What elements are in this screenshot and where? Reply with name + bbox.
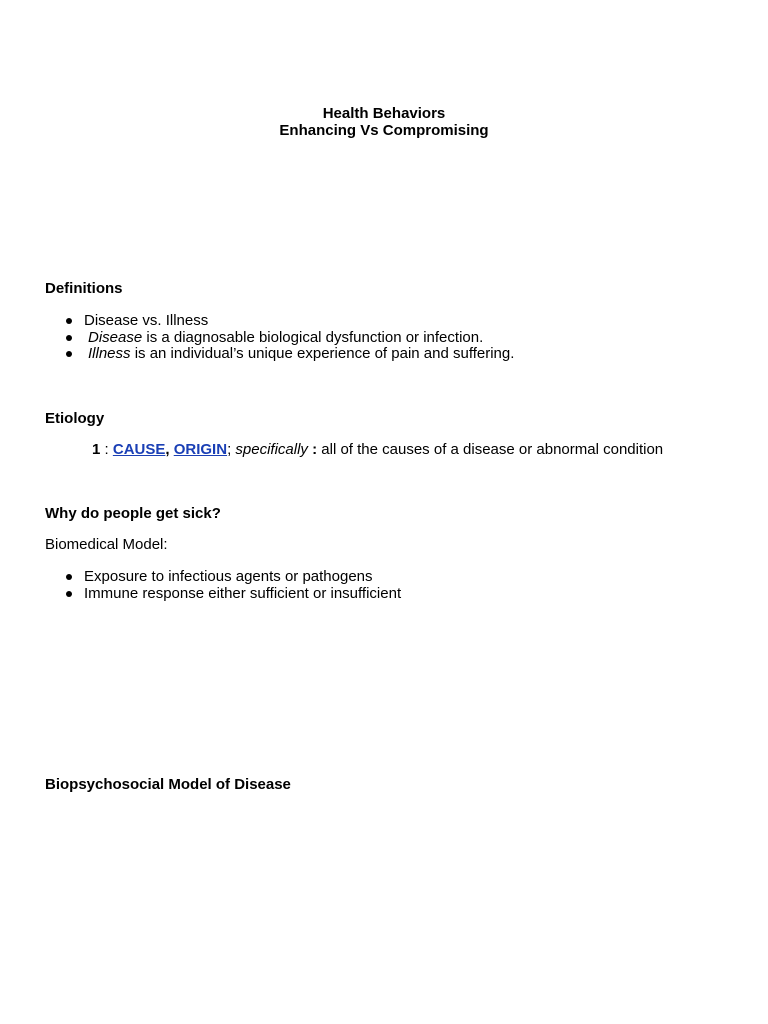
list-item xyxy=(0,569,401,586)
separator: ; xyxy=(227,441,236,458)
bullet-icon xyxy=(66,574,72,580)
list-item xyxy=(0,346,514,363)
sense-number: 1 xyxy=(92,441,101,458)
bullet-icon xyxy=(66,591,72,597)
biopsychosocial-heading: Biopsychosocial Model of Disease xyxy=(45,776,291,793)
list-item-text: Immune response either sufficient or insufficient xyxy=(84,584,402,602)
definition-term: Disease xyxy=(88,328,143,346)
definition-text: all of the causes of a disease or abnormal condition xyxy=(321,441,664,458)
list-item xyxy=(0,330,514,347)
definitions-heading: Definitions xyxy=(45,280,123,297)
definition-text: is a diagnosable biological dysfunction or infection. xyxy=(142,328,484,346)
biomedical-model-label: Biomedical Model: xyxy=(45,536,168,553)
bullet-icon xyxy=(66,318,72,324)
separator: : xyxy=(100,441,113,458)
etiology-definition xyxy=(92,441,663,458)
list-item xyxy=(0,313,514,330)
etiology-heading: Etiology xyxy=(45,410,105,427)
origin-link[interactable]: ORIGIN xyxy=(173,441,228,458)
definition-term: Illness xyxy=(88,345,131,362)
bullet-icon xyxy=(66,335,72,341)
cause-link[interactable]: CAUSE xyxy=(112,441,166,458)
why-sick-heading: Why do people get sick? xyxy=(45,505,221,522)
list-item xyxy=(0,586,401,603)
biomedical-list xyxy=(0,569,401,602)
bullet-icon xyxy=(66,351,72,357)
document-title: Health Behaviors xyxy=(322,105,446,122)
definition-text: Disease vs. Illness xyxy=(84,312,209,329)
list-item-text: Exposure to infectious agents or pathogens xyxy=(84,568,373,585)
definition-text: is an individual’s unique experience of pain and suffering. xyxy=(130,345,515,362)
document-subtitle: Enhancing Vs Compromising xyxy=(279,122,489,139)
separator: , xyxy=(165,441,174,458)
definitions-list xyxy=(0,313,514,363)
separator: : xyxy=(307,441,322,458)
specifically-label: specifically xyxy=(235,441,308,458)
